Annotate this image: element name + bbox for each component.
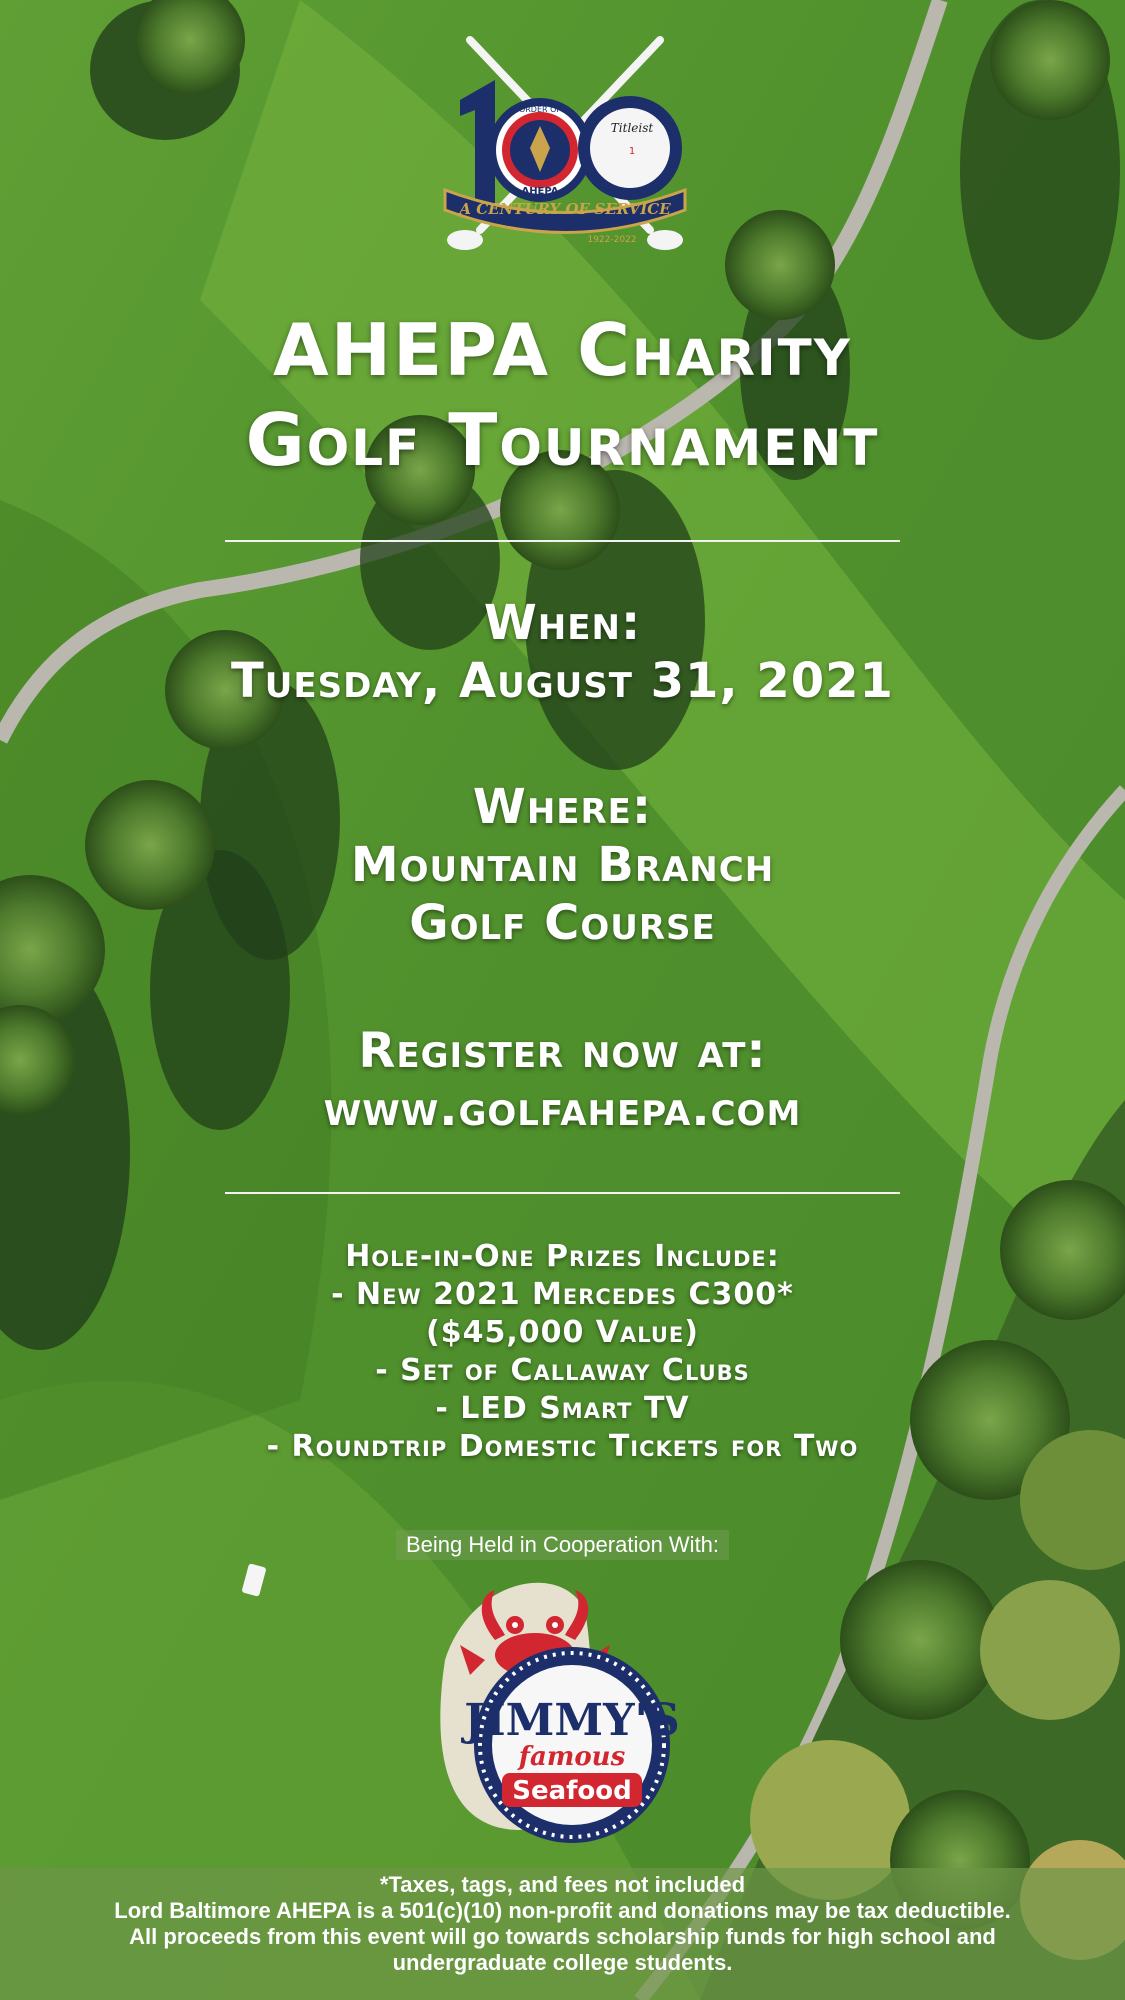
where-label: Where:	[472, 779, 653, 835]
ahepa-centennial-logo	[440, 30, 690, 270]
event-title	[0, 305, 1125, 485]
logo-banner: A CENTURY OF SERVICE	[459, 200, 671, 218]
logo-org: AHEPA	[521, 186, 559, 197]
when-label: When:	[483, 595, 642, 651]
prize-item: - Roundtrip Domestic Tickets for Two	[266, 1429, 859, 1464]
prize-item: - Set of Callaway Clubs	[375, 1353, 750, 1388]
footer-line: Lord Baltimore AHEPA is a 501(c)(10) non-profit and donations may be tax deductible.	[114, 1898, 1011, 1923]
prize-item: - LED Smart TV	[435, 1391, 690, 1426]
divider-bottom	[225, 1192, 900, 1194]
where-line-2: Golf Course	[409, 895, 716, 951]
prize-item: ($45,000 Value)	[425, 1315, 699, 1350]
prize-item: - New 2021 Mercedes C300*	[331, 1277, 794, 1312]
cooperation-section	[0, 1530, 1125, 1560]
sponsor-name: JIMMY'S	[464, 1695, 680, 1746]
sponsor-seafood: Seafood	[512, 1776, 632, 1806]
title-line-2: Golf Tournament	[245, 398, 880, 482]
register-section	[0, 1022, 1125, 1138]
svg-text:1: 1	[628, 146, 636, 157]
jimmys-seafood-logo	[455, 1585, 680, 1845]
when-section	[0, 594, 1125, 710]
register-label: Register now at:	[358, 1023, 767, 1079]
footer-line: *Taxes, tags, and fees not included	[379, 1872, 746, 1897]
prizes-heading: Hole-in-One Prizes Include:	[345, 1239, 780, 1274]
prizes-section	[0, 1238, 1125, 1466]
when-value: Tuesday, August 31, 2021	[231, 653, 894, 709]
footer-disclaimer	[0, 1868, 1125, 2000]
logo-order-of: ORDER OF	[518, 105, 562, 114]
logo-years: 1922-2022	[587, 235, 637, 245]
footer-line: All proceeds from this event will go towards scholarship funds for high school and	[129, 1924, 996, 1949]
register-url[interactable]: www.golfahepa.com	[323, 1081, 802, 1137]
where-section	[0, 778, 1125, 952]
divider-top	[225, 540, 900, 542]
title-line-1: AHEPA Charity	[273, 308, 852, 392]
sponsor-famous: famous	[518, 1742, 626, 1772]
cooperation-text: Being Held in Cooperation With:	[396, 1530, 729, 1560]
logo-ball-brand: Titleist	[610, 121, 654, 135]
where-line-1: Mountain Branch	[350, 837, 775, 893]
footer-line: undergraduate college students.	[392, 1950, 733, 1975]
